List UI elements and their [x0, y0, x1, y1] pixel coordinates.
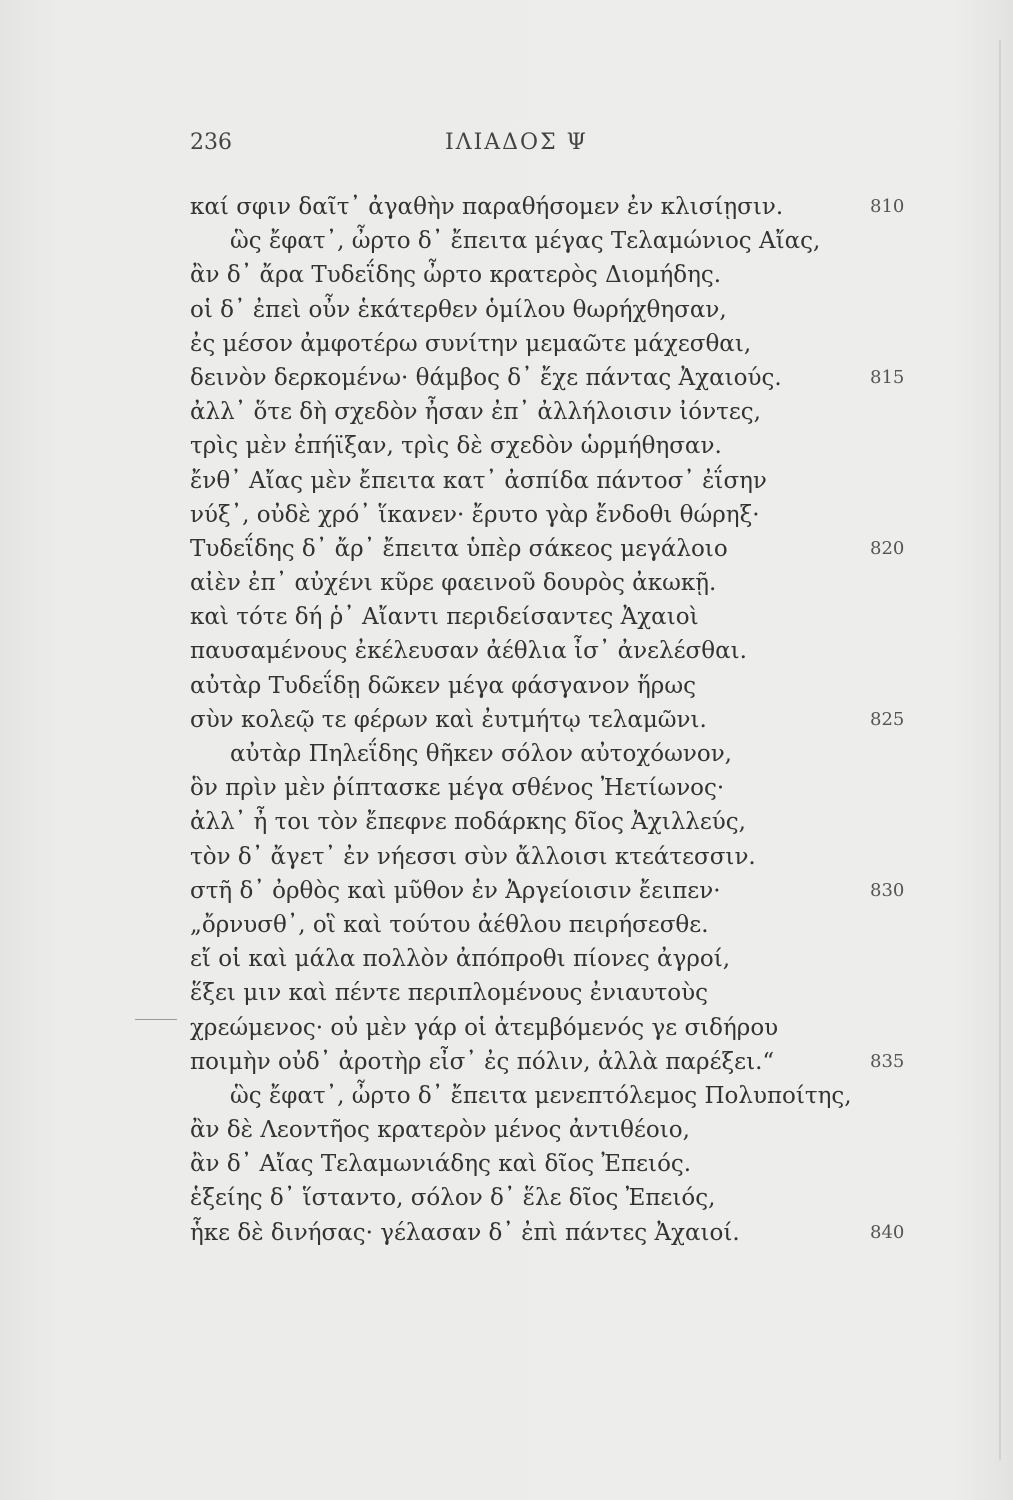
line-number: 840 — [870, 1221, 905, 1243]
line-number: 820 — [870, 537, 905, 559]
verse-text: καί σφιν δαῖτ᾽ ἀγαθὴν παραθήσομεν ἐν κλισίῃσιν. — [190, 194, 784, 220]
page-edge-shadow — [999, 40, 1001, 1460]
verse-text: εἴ οἱ καὶ μάλα πολλὸν ἀπόπροθι πίονες ἀγροί, — [190, 946, 731, 973]
verse-line — [190, 634, 910, 668]
line-number: 815 — [870, 366, 905, 388]
verse-text: „ὄρνυσθ᾽, οἳ καὶ τούτου ἀέθλου πειρήσεσθε. — [190, 911, 709, 938]
verse-text: ἀλλ᾽ ἦ τοι τὸν ἔπεφνε ποδάρκης δῖος Ἀχιλλεύς, — [190, 809, 746, 836]
verse-text: Τυδεΐδης δ᾽ ἄρ᾽ ἔπειτα ὑπὲρ σάκεος μεγάλοιο — [190, 535, 728, 562]
verse-line — [190, 464, 910, 498]
line-number: 835 — [870, 1050, 905, 1072]
verse-line — [190, 703, 910, 737]
verse-text: παυσαμένους ἐκέλευσαν ἀέθλια ἶσ᾽ ἀνελέσθαι. — [190, 638, 747, 665]
verse-line — [190, 498, 910, 532]
verse-line — [190, 327, 910, 361]
line-number: 825 — [870, 708, 905, 730]
verse-text: αὐτὰρ Τυδεΐδῃ δῶκεν μέγα φάσγανον ἥρως — [190, 672, 696, 699]
verse-line — [190, 1045, 910, 1079]
verse-text: τρὶς μὲν ἐπήϊξαν, τρὶς δὲ σχεδὸν ὡρμήθησαν. — [190, 433, 722, 460]
verse-text: ἑξείης δ᾽ ἵσταντο, σόλον δ᾽ ἕλε δῖος Ἐπειός, — [190, 1185, 716, 1212]
verse-line — [190, 190, 910, 224]
verse-text: τὸν δ᾽ ἄγετ᾽ ἐν νήεσσι σὺν ἄλλοισι κτεάτεσσιν. — [190, 843, 756, 870]
verse-line — [190, 1147, 910, 1181]
verse-text: χρεώμενος· οὐ μὲν γάρ οἱ ἀτεμβόμενός γε σιδήρου — [190, 1014, 779, 1041]
verse-text: ἧκε δὲ δινήσας· γέλασαν δ᾽ ἐπὶ πάντες Ἀχαιοί. — [190, 1219, 740, 1246]
verse-text: ὃν πρὶν μὲν ῥίπτασκε μέγα σθένος Ἠετίωνος· — [190, 775, 725, 802]
line-number: 830 — [870, 879, 905, 901]
verse-line — [190, 805, 910, 839]
verse-text: ἐς μέσον ἀμφοτέρω συνίτην μεμαῶτε μάχεσθαι, — [190, 330, 752, 357]
verse-text: οἱ δ᾽ ἐπεὶ οὖν ἑκάτερθεν ὁμίλου θωρήχθησαν, — [190, 296, 727, 323]
verse-text: ἕξει μιν καὶ πέντε περιπλομένους ἐνιαυτοὺς — [190, 980, 708, 1007]
verse-line — [190, 1113, 910, 1147]
verse-line — [190, 908, 910, 942]
verse-line — [190, 1079, 910, 1113]
verse-text: ἂν δὲ Λεοντῆος κρατερὸν μένος ἀντιθέοιο, — [190, 1117, 690, 1144]
verse-text: ἀλλ᾽ ὅτε δὴ σχεδὸν ἦσαν ἐπ᾽ ἀλλήλοισιν ἰόντες, — [190, 399, 761, 426]
verse-text: ἂν δ᾽ ἄρα Τυδεΐδης ὦρτο κρατερὸς Διομήδης. — [190, 262, 722, 289]
verse-line — [190, 840, 910, 874]
verse-line — [190, 1216, 910, 1250]
verse-line — [190, 258, 910, 292]
verse-line — [190, 874, 910, 908]
verse-line — [190, 566, 910, 600]
verse-line — [190, 1011, 910, 1045]
verse-line — [190, 771, 910, 805]
verse-text: ἔνθ᾽ Αἴας μὲν ἔπειτα κατ᾽ ἀσπίδα πάντοσ᾽ ἐΐσην — [190, 467, 767, 494]
verse-line — [190, 224, 910, 258]
verse-text: ὣς ἔφατ᾽, ὦρτο δ᾽ ἔπειτα μενεπτόλεμος Πολυποίτης, — [230, 1082, 852, 1109]
verse-block — [190, 190, 910, 1250]
verse-line — [190, 429, 910, 463]
margin-mark — [135, 1019, 177, 1020]
verse-line — [190, 361, 910, 395]
verse-text: σὺν κολεῷ τε φέρων καὶ ἐυτμήτῳ τελαμῶνι. — [190, 706, 707, 733]
verse-text: καὶ τότε δή ῥ᾽ Αἴαντι περιδείσαντες Ἀχαιοὶ — [190, 604, 699, 631]
page-number: 236 — [190, 130, 232, 155]
verse-line — [190, 395, 910, 429]
running-head: ΙΛΙΑΔΟΣ Ψ — [445, 130, 588, 155]
verse-line — [190, 976, 910, 1010]
verse-text: δεινὸν δερκομένω· θάμβος δ᾽ ἔχε πάντας Ἀχαιούς. — [190, 364, 782, 391]
page-header — [190, 130, 820, 160]
verse-line — [190, 1181, 910, 1215]
verse-text: ὣς ἔφατ᾽, ὦρτο δ᾽ ἔπειτα μέγας Τελαμώνιος Αἴας, — [230, 228, 821, 255]
verse-text: αὐτὰρ Πηλεΐδης θῆκεν σόλον αὐτοχόωνον, — [230, 741, 732, 767]
verse-text: ἂν δ᾽ Αἴας Τελαμωνιάδης καὶ δῖος Ἐπειός. — [190, 1151, 692, 1178]
line-number: 810 — [870, 196, 905, 217]
verse-text: νύξ᾽, οὐδὲ χρό᾽ ἵκανεν· ἔρυτο γὰρ ἔνδοθι θώρηξ· — [190, 501, 760, 528]
verse-line — [190, 737, 910, 771]
verse-text: ποιμὴν οὐδ᾽ ἀροτὴρ εἶσ᾽ ἐς πόλιν, ἀλλὰ παρέξει.“ — [190, 1048, 775, 1075]
verse-text: αἰὲν ἐπ᾽ αὐχένι κῦρε φαεινοῦ δουρὸς ἀκωκῇ. — [190, 570, 717, 597]
verse-line — [190, 942, 910, 976]
verse-line — [190, 532, 910, 566]
verse-text: στῆ δ᾽ ὀρθὸς καὶ μῦθον ἐν Ἀργείοισιν ἔειπεν· — [190, 877, 721, 904]
verse-line — [190, 669, 910, 703]
verse-line — [190, 600, 910, 634]
verse-line — [190, 293, 910, 327]
